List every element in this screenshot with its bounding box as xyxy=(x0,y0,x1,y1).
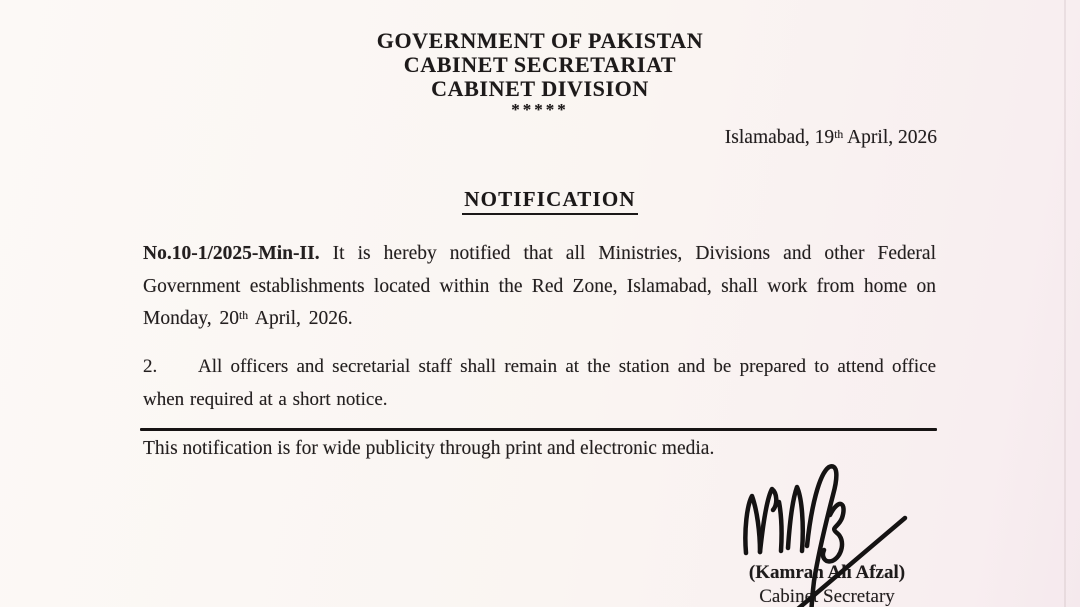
divider-rule xyxy=(140,428,937,431)
dateline xyxy=(725,127,937,149)
effective-date-ordinal: th xyxy=(238,308,249,322)
dateline-suffix: April, 2026 xyxy=(843,127,937,148)
notification-title: NOTIFICATION xyxy=(462,187,638,215)
paragraph-1 xyxy=(143,238,936,338)
paragraph-2 xyxy=(143,351,936,416)
signatory-title: Cabinet Secretary xyxy=(759,586,895,607)
dateline-prefix: Islamabad, 19 xyxy=(724,127,835,148)
paragraph-2-text: All officers and secretarial staff shall remain at the station and be prepared to attend office when required at a short notice. xyxy=(143,356,936,410)
letterhead-line-secretariat: CABINET SECRETARIAT xyxy=(403,52,677,77)
letterhead xyxy=(0,29,1080,118)
paragraph-1-text: It is hereby notified that all Ministries, Divisions and other Federal Government establishments located within the Red Zone, Islamabad, shall work from home on Monday, 20 xyxy=(143,243,936,329)
letterhead-line-division: CABINET DIVISION xyxy=(431,76,649,101)
signature-scrawl-icon xyxy=(733,460,918,607)
paragraph-number: 2. xyxy=(143,356,158,377)
publicity-note: This notification is for wide publicity through print and electronic media. xyxy=(143,438,715,459)
doc-title-wrap xyxy=(0,187,1080,215)
date-ordinal: th xyxy=(834,127,844,141)
stars-separator: ***** xyxy=(511,100,569,119)
signatory-name: (Kamran Ali Afzal) xyxy=(748,562,906,583)
reference-number: No.10-1/2025-Min-II. xyxy=(143,243,320,264)
letterhead-line-government: GOVERNMENT OF PAKISTAN xyxy=(376,28,704,53)
paragraph-1-text-end: April, 2026. xyxy=(248,308,353,329)
